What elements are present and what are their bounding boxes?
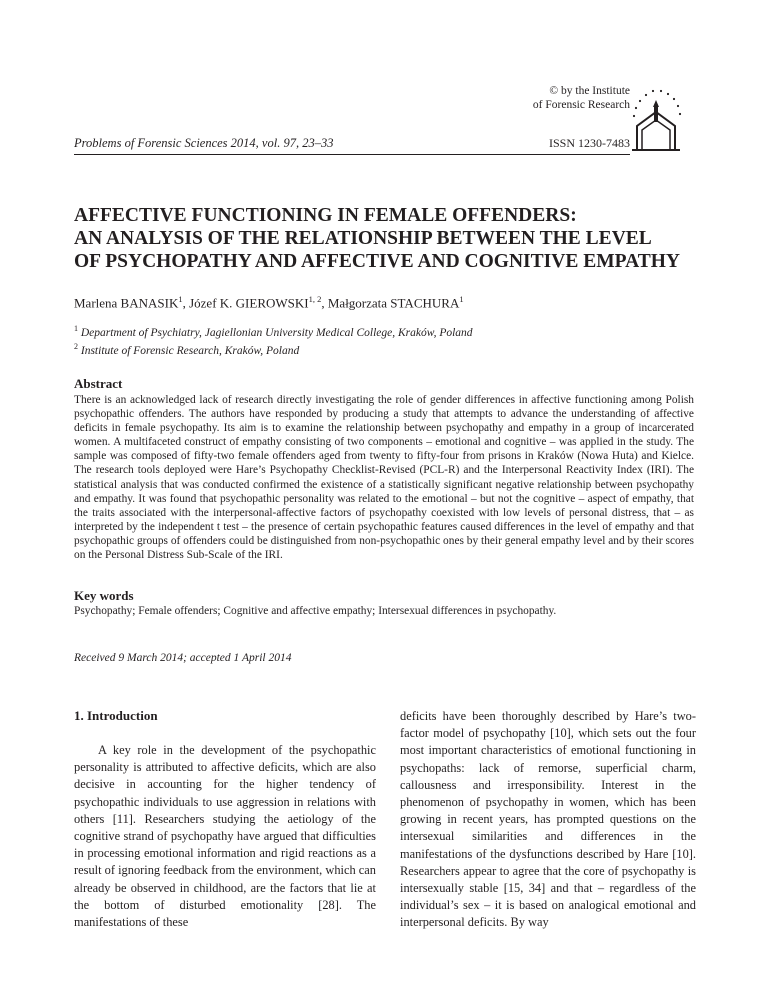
affiliation-text: Institute of Forensic Research, Kraków, Poland [80,344,300,357]
section-heading: 1. Introduction [74,708,158,723]
keywords-text: Psychopathy; Female offenders; Cognitive and affective empathy; Intersexual differences in psychopathy. [74,605,557,617]
body-paragraph: deficits have been thoroughly described by Hare’s two-factor model of psychopathy [10], which sets out the four most important characteristics of emotional functioning in psychopaths: lack of remorse, superficial charm, callousness and irresponsibility. Interest in the phenomenon of psychopathy in women, which has been growing in recent years, has prompted questions on the intersexual similarities and differences in the manifestations of the dysfunctions described by Hare [10]. Researchers appear to agree that the core of psychopathy is intersexually stable [15, 34] and that – regardless of the individual’s sex – it is based on analogical emotional and interpersonal deficits. By way [400,709,696,930]
affiliation-text: Department of Psychiatry, Jagiellonian University Medical College, Kraków, Poland [80,326,473,339]
body-paragraph: A key role in the development of the psychopathic personality is attributed to affective deficits, which are also decisive in accounting for the higher tendency of psychopathic individuals to use aggression in relations with others [11]. Researchers studying the aetiology of the cognitive strand of psychopathy have argued that difficulties in processing emotional information and rigid reactions as a result of ignoring feedback from the environment, which can already be observed in childhood, are the factors that lie at the bottom of disturbed emotionality [28]. The manifestations of these [74,743,376,930]
copyright-line-1: © by the Institute [549,85,630,97]
abstract-heading: Abstract [74,376,123,391]
abstract-text: There is an acknowledged lack of research directly investigating the role of gender differences in affective functioning among Polish psychopathic offenders. The authors have responded by producing a study that attempts to advance the understanding of affective deficits in female psychopathy. Its aim is to examine the relationship between psychopathy and empathy in a group of incarcerated women. A multifaceted construct of empathy consisting of two components – emotional and cognitive – was applied in the study. The sample was composed of fifty-two female offenders aged from twenty to fifty-four from prisons in Kraków (Nowa Huta) and Kielce. The research tools deployed were Hare’s Psychopathy Checklist-Revised (PCL-R) and the Interpersonal Reactivity Index (IRI). The statistical analysis that was conducted confirmed the existence of a statistically significant negative relationship between psychopathy and empathy. It was found that psychopathic personality was related to the emotional – but not the cognitive – aspect of empathy, that the traits associated with the interpersonal-affective factors of psychopathy coexisted with low levels of personal distress, that – as interpreted by the independent t test – the presence of certain psychopathic features caused differences in the level of empathy and that psychopathic groups of offenders could be distinguished from non-psychopathic ones by their general empathy level and by their scores on the Personal Distress Sub-Scale of the IRI. [74,394,694,562]
article-title [74,204,714,273]
author-affiliation-ref: 1 [459,294,464,304]
institute-logo-icon [628,86,684,152]
copyright-notice [480,84,630,112]
copyright-line-2: of Forensic Research [532,99,630,111]
header-rule [74,154,630,155]
title-line: AFFECTIVE FUNCTIONING IN FEMALE OFFENDERS: [74,205,577,226]
issn: ISSN 1230-7483 [548,136,630,150]
title-line: OF PSYCHOPATHY AND AFFECTIVE AND COGNITIVE EMPATHY [74,251,680,272]
author-list: Marlena BANASIK$^1$, Józef K. GIEROWSKI$^{1, 2}$, Małgorzata STACHURA$^1$ [74,294,464,311]
author-name: Małgorzata STACHURA [327,295,460,311]
author-affiliation-ref: 1, 2 [308,294,322,304]
received-date: Received 9 March 2014; accepted 1 April 2014 [74,652,292,664]
author-affiliation-ref: 1 [178,294,183,304]
affiliation [74,340,473,358]
affiliation-number: 1 [74,324,78,333]
author-name: Józef K. GIEROWSKI [189,295,309,311]
keywords-heading: Key words [74,588,134,603]
body-column-left [74,708,376,931]
affiliations [74,322,473,358]
affiliation-number: 2 [74,341,78,351]
author-name: Marlena BANASIK [74,295,179,311]
body-column-right [400,708,696,932]
affiliation [74,322,473,340]
title-line: AN ANALYSIS OF THE RELATIONSHIP BETWEEN THE LEVEL [74,228,652,249]
journal-citation: Problems of Forensic Sciences 2014, vol. 97, 23–33 [74,136,334,150]
